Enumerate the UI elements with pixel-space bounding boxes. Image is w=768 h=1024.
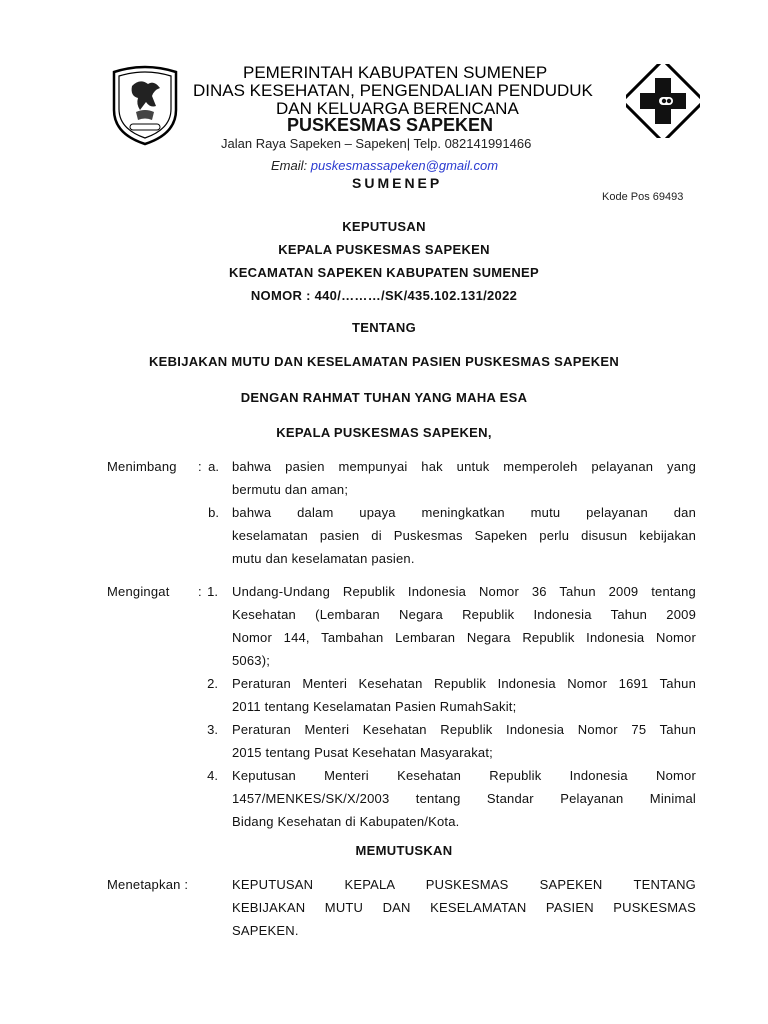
mengingat-colon: : bbox=[198, 584, 202, 599]
menetapkan-line-2: KEBIJAKAN MUTU DAN KESELAMATAN PASIEN PUSKESMAS bbox=[232, 900, 696, 915]
email-link[interactable]: puskesmassapeken@gmail.com bbox=[310, 158, 499, 173]
email-label: Email: bbox=[271, 158, 308, 173]
mengingat-num-3: 3. bbox=[207, 722, 218, 737]
mengingat-1-line-1: Undang-Undang Republik Indonesia Nomor 36 Tahun 2009 tentang bbox=[232, 584, 696, 599]
menimbang-num-a: a. bbox=[208, 459, 219, 474]
menimbang-num-b: b. bbox=[208, 505, 219, 520]
menimbang-a-line-2: bermutu dan aman; bbox=[232, 482, 349, 497]
address-line: Jalan Raya Sapeken – Sapeken| Telp. 082141991466 bbox=[221, 136, 532, 151]
mengingat-num-1: 1. bbox=[207, 584, 218, 599]
mengingat-num-4: 4. bbox=[207, 768, 218, 783]
title-tentang: TENTANG bbox=[352, 320, 416, 335]
mengingat-4-line-2: 1457/MENKES/SK/X/2003 tentang Standar Pelayanan Minimal bbox=[232, 791, 696, 806]
city-name: SUMENEP bbox=[352, 175, 443, 191]
kop-line-4: PUSKESMAS SAPEKEN bbox=[287, 115, 494, 135]
menetapkan-line-3: SAPEKEN. bbox=[232, 923, 299, 938]
title-rahmat: DENGAN RAHMAT TUHAN YANG MAHA ESA bbox=[240, 390, 528, 405]
title-subject: KEBIJAKAN MUTU DAN KESELAMATAN PASIEN PUSKESMAS SAPEKEN bbox=[148, 354, 620, 369]
title-keputusan: KEPUTUSAN bbox=[342, 219, 426, 234]
memutuskan-heading: MEMUTUSKAN bbox=[355, 843, 453, 858]
mengingat-label: Mengingat bbox=[107, 584, 170, 599]
menimbang-a-line-1: bahwa pasien mempunyai hak untuk memperoleh pelayanan yang bbox=[232, 459, 696, 474]
menimbang-colon: : bbox=[198, 459, 202, 474]
menimbang-b-line-3: mutu dan keselamatan pasien. bbox=[232, 551, 415, 566]
mengingat-4-line-1: Keputusan Menteri Kesehatan Republik Indonesia Nomor bbox=[232, 768, 696, 783]
title-kepala: KEPALA PUSKESMAS SAPEKEN bbox=[278, 242, 490, 257]
email-line bbox=[271, 158, 498, 173]
mengingat-2-line-1: Peraturan Menteri Kesehatan Republik Indonesia Nomor 1691 Tahun bbox=[232, 676, 696, 691]
kop-line-2: DINAS KESEHATAN, PENGENDALIAN PENDUDUK bbox=[193, 81, 593, 100]
mengingat-3-line-2: 2015 tentang Pusat Kesehatan Masyarakat; bbox=[232, 745, 493, 760]
mengingat-2-line-2: 2011 tentang Keselamatan Pasien RumahSakit; bbox=[232, 699, 517, 714]
title-kepala-puskesmas: KEPALA PUSKESMAS SAPEKEN, bbox=[276, 425, 492, 440]
regency-crest-logo bbox=[106, 62, 184, 146]
mengingat-1-line-3: Nomor 144, Tambahan Lembaran Negara Republik Indonesia Nomor bbox=[232, 630, 696, 645]
title-kecamatan: KECAMATAN SAPEKEN KABUPATEN SUMENEP bbox=[229, 265, 539, 280]
mengingat-1-line-2: Kesehatan (Lembaran Negara Republik Indonesia Tahun 2009 bbox=[232, 607, 696, 622]
mengingat-3-line-1: Peraturan Menteri Kesehatan Republik Indonesia Nomor 75 Tahun bbox=[232, 722, 696, 737]
menetapkan-line-1: KEPUTUSAN KEPALA PUSKESMAS SAPEKEN TENTANG bbox=[232, 877, 696, 892]
menimbang-b-line-2: keselamatan pasien di Puskesmas Sapeken perlu disusun kebijakan bbox=[232, 528, 696, 543]
kop-line-3: DAN KELUARGA BERENCANA bbox=[276, 99, 519, 118]
kop-line-1: PEMERINTAH KABUPATEN SUMENEP bbox=[243, 63, 548, 82]
menimbang-b-line-1: bahwa dalam upaya meningkatkan mutu pelayanan dan bbox=[232, 505, 696, 520]
title-nomor: NOMOR : 440/………/SK/435.102.131/2022 bbox=[250, 288, 518, 303]
mengingat-4-line-3: Bidang Kesehatan di Kabupaten/Kota. bbox=[232, 814, 460, 829]
puskesmas-logo bbox=[626, 64, 700, 138]
kode-pos: Kode Pos 69493 bbox=[602, 191, 684, 203]
mengingat-1-line-4: 5063); bbox=[232, 653, 271, 668]
mengingat-num-2: 2. bbox=[207, 676, 218, 691]
menimbang-label: Menimbang bbox=[107, 459, 177, 474]
menetapkan-label: Menetapkan : bbox=[107, 877, 189, 892]
